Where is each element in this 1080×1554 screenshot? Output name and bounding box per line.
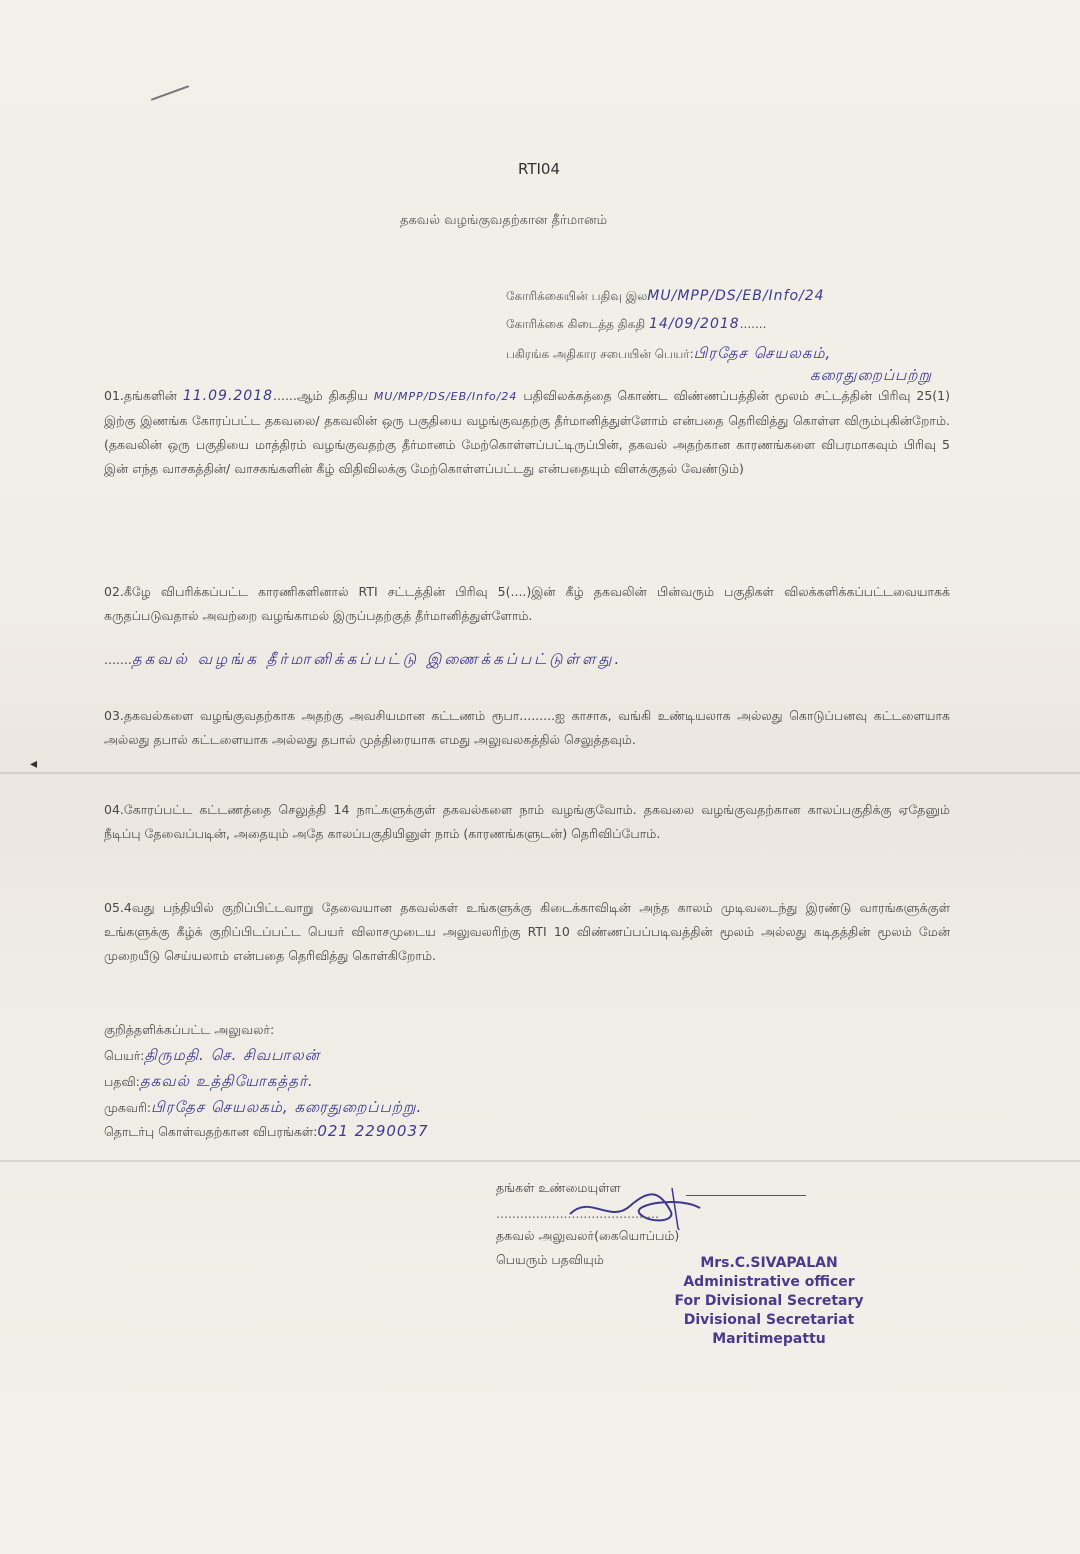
official-stamp — [664, 1254, 874, 1349]
received-date-value: 14/09/2018 — [648, 316, 740, 332]
reg-no-value: MU/MPP/DS/EB/Info/24 — [647, 288, 825, 304]
name-post-caption: பெயரும் பதவியும் — [496, 1252, 604, 1267]
signature-dots: ......................................... — [496, 1206, 659, 1221]
officer-contact-row — [104, 1122, 429, 1141]
authority-label: பகிரங்க அதிகார சபையின் பெயர்: — [506, 347, 694, 361]
officer-post-value: தகவல் உத்தியோகத்தர். — [139, 1072, 314, 1090]
pen-stroke — [151, 85, 189, 101]
para2-fill-row: .......தகவல் வழங்க தீர்மானிக்கப்பட்டு இணைக்கப்பட்டுள்ளது. — [104, 650, 623, 668]
officer-heading: குறித்தளிக்கப்பட்ட அலுவலர்: — [104, 1022, 275, 1037]
para1-prefix: 01.தங்களின் — [104, 388, 177, 403]
officer-address-row — [104, 1098, 422, 1118]
officer-contact-value: 021 2290037 — [317, 1122, 429, 1140]
paragraph-2 — [104, 580, 950, 628]
authority-row — [506, 344, 831, 364]
officer-address-label: முகவரி: — [104, 1100, 152, 1115]
paragraph-5 — [104, 896, 950, 968]
paragraph-3 — [104, 704, 950, 752]
officer-name-row — [104, 1046, 320, 1066]
officer-name-label: பெயர்: — [104, 1048, 145, 1063]
para4-body: 04.கோரப்பட்ட கட்டணத்தை செலுத்தி 14 நாட்களுக்குள் தகவல்களை நாம் வழங்குவோம். தகவலை வழங்குவதற்கான காலப்பகுதிக்கு ஏதேனும் நீடிப்பு தேவைப்படின், அதையும் அதே காலப்பகுதியினுள் நாம் (காரணங்களுடன்) தெரிவிப்போம். — [104, 802, 950, 841]
fold-crease — [0, 1160, 1080, 1162]
form-code: RTI04 — [518, 160, 561, 178]
authority-value-2: கரைதுறைப்பற்று — [810, 366, 933, 384]
officer-name-value: திருமதி. செ. சிவபாலன் — [144, 1046, 321, 1064]
stamp-line-5: Maritimepattu — [712, 1331, 826, 1347]
para2-fill: தகவல் வழங்க தீர்மானிக்கப்பட்டு இணைக்கப்பட்டுள்ளது. — [131, 650, 623, 668]
reg-no-row — [506, 288, 825, 305]
para3-body: 03.தகவல்களை வழங்குவதற்காக அதற்கு அவசியமான கட்டணம் ரூபா.........ஐ காசாக, வங்கி உண்டியலாக அல்லது கொடுப்பனவு கட்டளையாக அல்லது தபால் கட்டளையாக அல்லது தபால் முத்திரையாக எமது அலுவலகத்தில் செலுத்தவும். — [104, 708, 950, 747]
para5-body: 05.4வது பந்தியில் குறிப்பிட்டவாறு தேவையான தகவல்கள் உங்களுக்கு கிடைக்காவிடின் அந்த காலம் முடிவடைந்து இரண்டு வாரங்களுக்குள் உங்களுக்கு கீழ்க் குறிப்பிடப்பட்ட பெயர் விலாசமுடைய அலுவலரிற்கு RTI 10 விண்ணப்பப்படிவத்தின் மூலம் அல்லது கடிதத்தின் மூலம் மேன் முறையீடு செய்யலாம் என்பதை தெரிவித்து கொள்கிறோம். — [104, 900, 950, 963]
officer-post-label: பதவி: — [104, 1074, 140, 1089]
para2-body: 02.கீழே விபரிக்கப்பட்ட காரணிகளினால் RTI சட்டத்தின் பிரிவு 5(....)இன் கீழ் தகவலின் பின்வரும் பகுதிகள் விலக்களிக்கப்பட்டவையாகக் கருதப்படுவதால் அவற்றை வழங்காமல் இருப்பதற்குத் தீர்மானித்துள்ளோம். — [104, 584, 950, 623]
received-date-label: கோரிக்கை கிடைத்த திகதி — [506, 317, 646, 331]
officer-post-row — [104, 1072, 314, 1092]
authority-value-1: பிரதேச செயலகம், — [693, 344, 832, 362]
stamp-line-3: For Divisional Secretary — [674, 1293, 864, 1309]
signature-caption: தகவல் அலுவலர்(கையொப்பம்) — [496, 1228, 680, 1243]
stamp-line-1: Mrs.C.SIVAPALAN — [700, 1255, 838, 1271]
officer-address-value: பிரதேச செயலகம், கரைதுறைப்பற்று. — [151, 1098, 423, 1116]
closing-yours: தங்கள் உண்மையுள்ள — [496, 1180, 621, 1195]
para1-date-fill: 11.09.2018 — [182, 388, 274, 404]
para1-ref-fill: MU/MPP/DS/EB/Info/24 — [373, 390, 518, 403]
para1-mid: ஆம் திகதிய — [296, 388, 368, 403]
page-title: தகவல் வழங்குவதற்கான தீர்மானம் — [400, 213, 608, 228]
officer-contact-label: தொடர்பு கொள்வதற்கான விபரங்கள்: — [104, 1124, 318, 1139]
fold-crease — [0, 772, 1080, 774]
stamp-line-4: Divisional Secretariat — [683, 1312, 855, 1328]
para1-body: பதிவிலக்கத்தை கொண்ட விண்ணப்பத்தின் மூலம் சட்டத்தின் பிரிவு 25(1) இற்கு இணங்க கோரப்பட்ட தகவலை/ தகவலின் ஒரு பகுதியை வழங்குவதற்கு தீர்மானித்துள்ளோம் என்பதை தெரிவித்து கொள்ள விரும்புகின்றோம்.(தகவலின் ஒரு பகுதியை மாத்திரம் வழங்குவதற்கு தீர்மானம் மேற்கொள்ளப்பட்டிருப்பின், தகவல் அதற்கான காரணங்களை விபரமாகவும் பிரிவு 5 இன் எந்த வாசகத்தின்/ வாசகங்களின் கீழ் விதிவிலக்கு மேற்கொள்ளப்பட்டது என்பதையும் விளக்குதல் வேண்டும்) — [104, 388, 950, 476]
reg-no-label: கோரிக்கையின் பதிவு இல — [506, 289, 648, 303]
paragraph-1: 01.தங்களின் 11.09.2018......ஆம் திகதிய MU/MPP/DS/EB/Info/24 பதிவிலக்கத்தை கொண்ட விண்ணப்பத்தின் மூலம் சட்டத்தின் பிரிவு 25(1) இற்கு இணங்க கோரப்பட்ட தகவலை/ தகவலின் ஒரு பகுதியை வழங்குவதற்கு தீர்மானித்துள்ளோம் என்பதை தெரிவித்து கொள்ள விரும்புகின்றோம்.(தகவலின் ஒரு பகுதியை மாத்திரம் வழங்குவதற்கு தீர்மானம் மேற்கொள்ளப்பட்டிருப்பின், தகவல் அதற்கான காரணங்களை விபரமாகவும் பிரிவு 5 இன் எந்த வாசகத்தின்/ வாசகங்களின் கீழ் விதிவிலக்கு மேற்கொள்ளப்பட்டது என்பதையும் விளக்குதல் வேண்டும்) — [104, 388, 950, 476]
stamp-line-2: Administrative officer — [683, 1274, 855, 1290]
paragraph-4 — [104, 798, 950, 846]
received-date-row: கோரிக்கை கிடைத்த திகதி 14/09/2018....... — [506, 316, 767, 332]
ink-dot: ◂ — [30, 756, 38, 772]
